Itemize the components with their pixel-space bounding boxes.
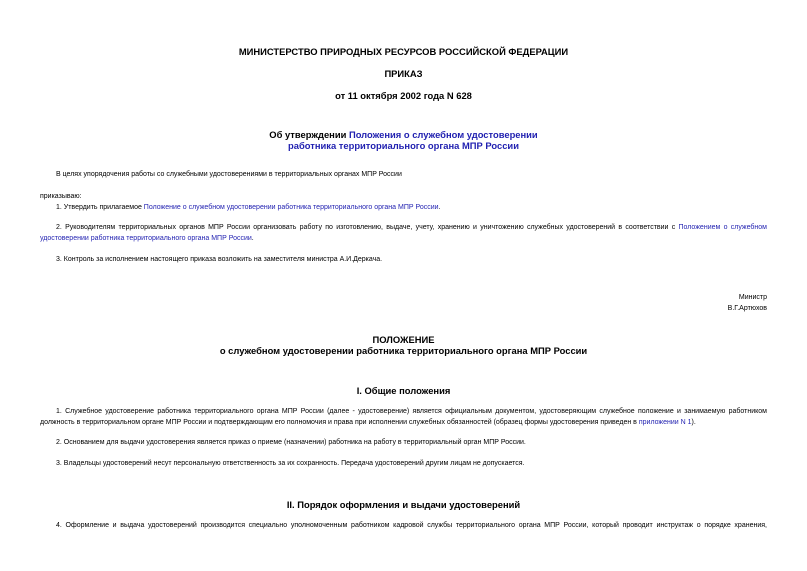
item-1-end: . bbox=[438, 204, 441, 211]
regulation-title: ПОЛОЖЕНИЕ bbox=[372, 334, 435, 345]
regulation-link-item-2b[interactable]: удостоверении работника территориального органа МПР России bbox=[40, 235, 252, 242]
section-1-heading: I. Общие положения bbox=[356, 385, 451, 396]
para-4-line-1: 4. Оформление и выдача удостоверений производится специально уполномоченным работником кадровой службы территориального органа МПР России, который проводит инструктаж о порядке хранения, bbox=[56, 522, 767, 529]
item-1-text: 1. Утвердить прилагаемое bbox=[56, 204, 144, 211]
item-3: 3. Контроль за исполнением настоящего приказа возложить на заместителя министра А.И.Деркача. bbox=[56, 256, 383, 263]
item-2-line-1 bbox=[56, 222, 767, 233]
item-1 bbox=[56, 202, 441, 213]
section-2-heading: II. Порядок оформления и выдачи удостоверений bbox=[286, 499, 521, 510]
item-2-line-2 bbox=[40, 233, 254, 244]
order-title-line2 bbox=[0, 140, 807, 151]
appendix-1-link[interactable]: приложении N 1 bbox=[638, 419, 692, 426]
ministry-heading: МИНИСТЕРСТВО ПРИРОДНЫХ РЕСУРСОВ РОССИЙСКОЙ ФЕДЕРАЦИИ bbox=[238, 46, 569, 57]
preamble: В целях упорядочения работы со служебными удостоверениями в территориальных органах МПР России bbox=[56, 171, 402, 178]
regulation-link-item-1[interactable]: Положение о служебном удостоверении работника территориального органа МПР России bbox=[143, 204, 439, 211]
item-2-end: . bbox=[251, 235, 254, 242]
para-1-text: должность в территориальном органе МПР России и подтверждающим его полномочия и права при исполнении служебных обязанностей (образец формы удостоверения приведен в bbox=[40, 419, 639, 426]
para-1-end: ). bbox=[691, 419, 696, 426]
order-word: приказываю: bbox=[40, 193, 82, 200]
regulation-subtitle: о служебном удостоверении работника территориального органа МПР России bbox=[219, 345, 588, 356]
para-1-line-2 bbox=[40, 417, 696, 428]
order-title-line1 bbox=[0, 129, 807, 140]
regulation-link-item-2a[interactable]: Положением о служебном bbox=[678, 224, 767, 231]
para-2: 2. Основанием для выдачи удостоверения является приказ о приеме (назначении) работника на работу в территориальный орган МПР России. bbox=[56, 439, 526, 446]
regulation-link-title-2[interactable]: работника территориального органа МПР России bbox=[288, 140, 519, 151]
item-2-text: 2. Руководителям территориальных органов МПР России организовать работу по изготовлению, выдаче, учету, хранению и уничтожению служебных удостоверений в соответствии с bbox=[56, 224, 679, 231]
signature-position: Министр bbox=[738, 294, 767, 301]
para-1-line-1: 1. Служебное удостоверение работника территориального органа МПР России (далее - удостоверение) является официальным документом, удостоверяющим служебное положение и занимаемую работником bbox=[56, 408, 767, 415]
date-number: от 11 октября 2002 года N 628 bbox=[335, 90, 472, 101]
regulation-link-title-1[interactable]: Положения о служебном удостоверении bbox=[348, 129, 538, 140]
signature-name: В.Г.Артюхов bbox=[727, 305, 767, 312]
para-3: 3. Владельцы удостоверений несут персональную ответственность за их сохранность. Передача удостоверений другим лицам не допускается. bbox=[56, 460, 525, 467]
order-title-prefix: Об утверждении bbox=[269, 129, 349, 140]
doc-type-heading: ПРИКАЗ bbox=[384, 68, 423, 79]
